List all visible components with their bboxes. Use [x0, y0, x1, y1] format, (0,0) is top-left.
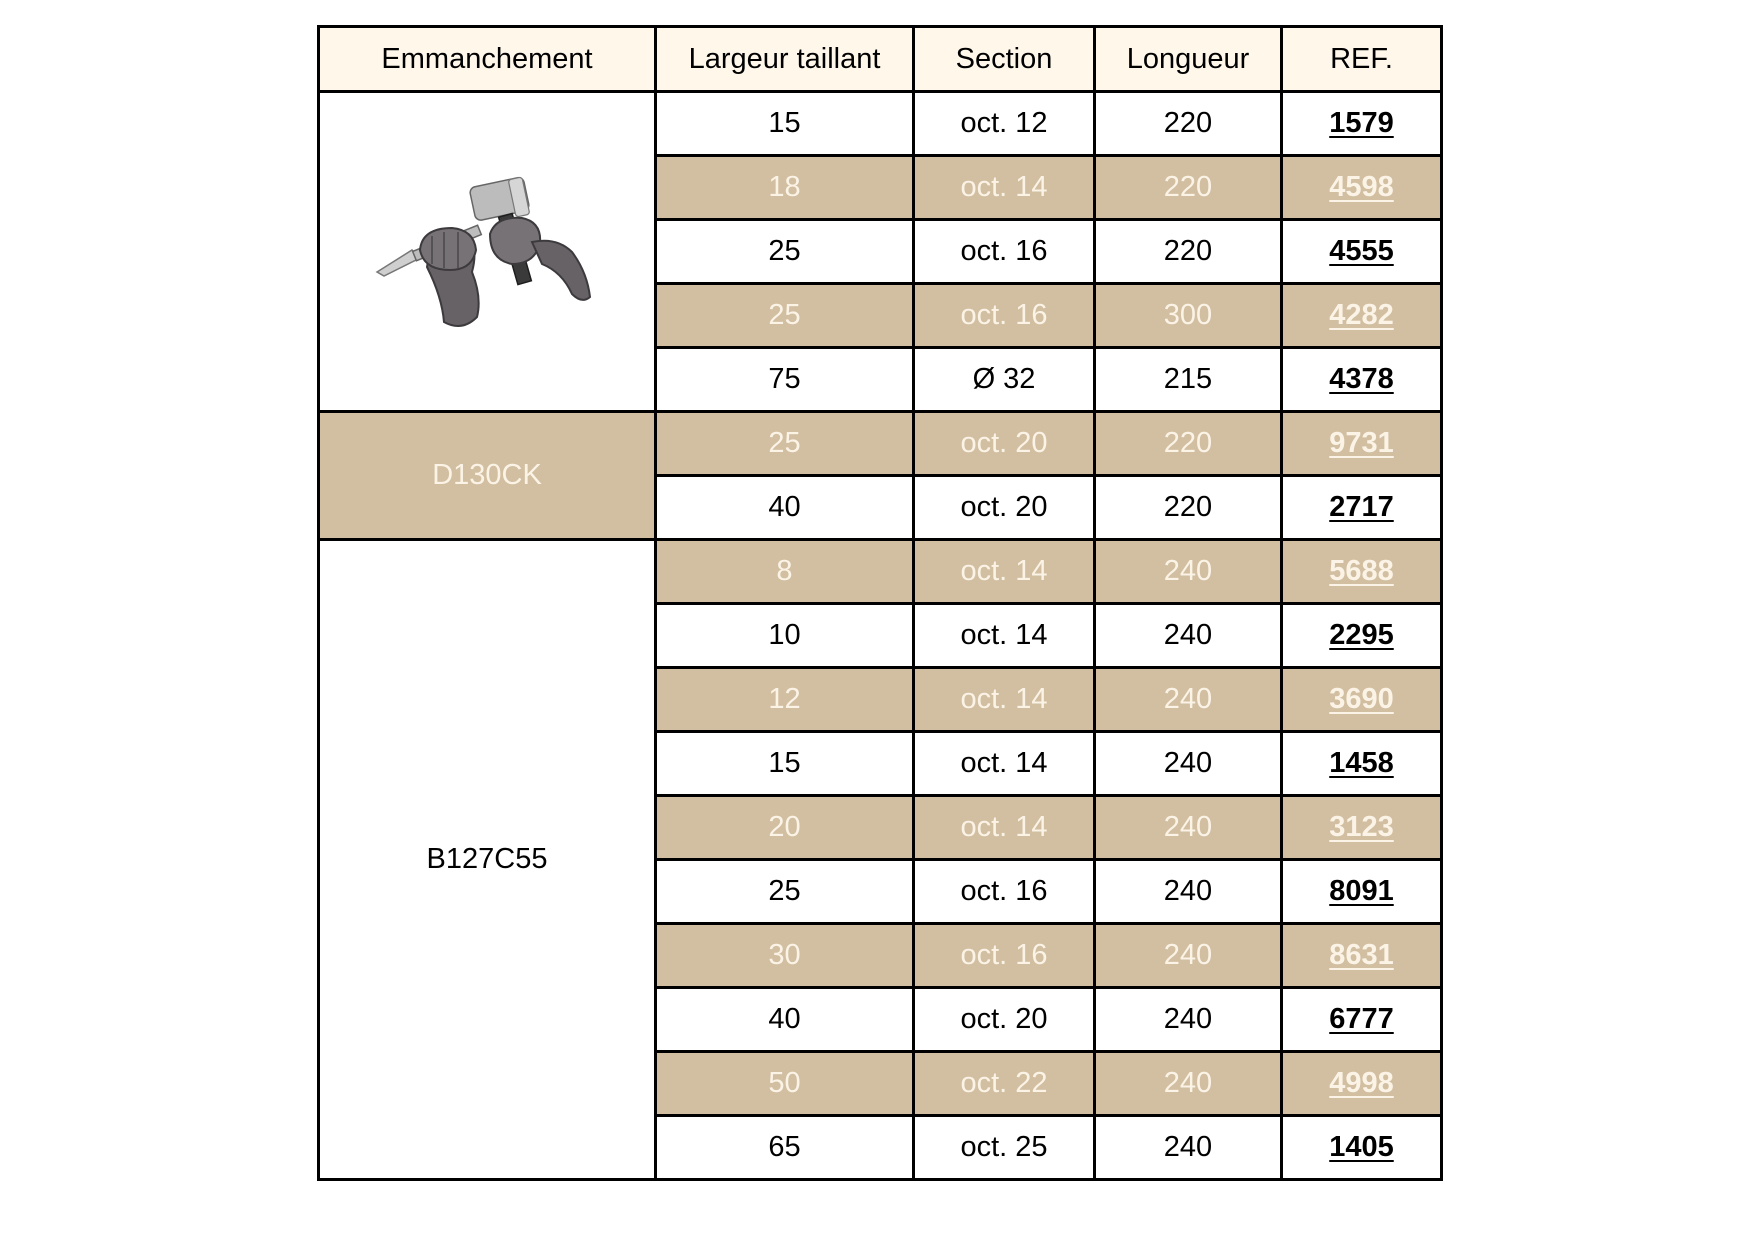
cell-largeur: 12: [656, 668, 914, 732]
cell-largeur: 40: [656, 988, 914, 1052]
cell-largeur: 15: [656, 92, 914, 156]
ref-link[interactable]: 2717: [1329, 491, 1394, 523]
cell-longueur: 220: [1095, 156, 1282, 220]
cell-largeur: 20: [656, 796, 914, 860]
cell-largeur: 50: [656, 1052, 914, 1116]
cell-section: oct. 20: [914, 476, 1095, 540]
cell-ref: [1282, 540, 1442, 604]
cell-section: oct. 16: [914, 860, 1095, 924]
cell-longueur: 240: [1095, 732, 1282, 796]
cell-longueur: 240: [1095, 860, 1282, 924]
header-emmanchement: Emmanchement: [319, 27, 656, 92]
cell-ref: [1282, 284, 1442, 348]
cell-ref: [1282, 988, 1442, 1052]
ref-link[interactable]: 6777: [1329, 1003, 1394, 1035]
ref-link[interactable]: 8091: [1329, 875, 1394, 907]
cell-largeur: 75: [656, 348, 914, 412]
ref-link[interactable]: 2295: [1329, 619, 1394, 651]
cell-section: oct. 12: [914, 92, 1095, 156]
cell-largeur: 25: [656, 860, 914, 924]
ref-link[interactable]: 4598: [1329, 171, 1394, 203]
cell-section: oct. 22: [914, 1052, 1095, 1116]
cell-longueur: 240: [1095, 988, 1282, 1052]
table-row: [319, 92, 1442, 156]
cell-section: oct. 14: [914, 796, 1095, 860]
cell-section: oct. 16: [914, 284, 1095, 348]
header-largeur-taillant: Largeur taillant: [656, 27, 914, 92]
cell-largeur: 30: [656, 924, 914, 988]
cell-ref: [1282, 924, 1442, 988]
cell-largeur: 40: [656, 476, 914, 540]
ref-link[interactable]: 1405: [1329, 1131, 1394, 1163]
cell-longueur: 240: [1095, 924, 1282, 988]
cell-ref: [1282, 156, 1442, 220]
cell-section: oct. 14: [914, 540, 1095, 604]
group-illustration-cell: [319, 92, 656, 412]
cell-section: oct. 14: [914, 156, 1095, 220]
cell-section: oct. 14: [914, 668, 1095, 732]
cell-section: oct. 14: [914, 732, 1095, 796]
ref-link[interactable]: 5688: [1329, 555, 1394, 587]
cell-ref: [1282, 348, 1442, 412]
cell-longueur: 300: [1095, 284, 1282, 348]
ref-link[interactable]: 3123: [1329, 811, 1394, 843]
cell-longueur: 240: [1095, 1052, 1282, 1116]
cell-longueur: 220: [1095, 476, 1282, 540]
cell-ref: [1282, 476, 1442, 540]
group-label-b127c55: B127C55: [319, 540, 656, 1180]
cell-ref: [1282, 92, 1442, 156]
hands-chisel-hammer-icon: [372, 172, 602, 332]
cell-longueur: 240: [1095, 540, 1282, 604]
cell-ref: [1282, 668, 1442, 732]
cell-longueur: 240: [1095, 1116, 1282, 1180]
cell-largeur: 25: [656, 284, 914, 348]
cell-largeur: 18: [656, 156, 914, 220]
cell-section: oct. 25: [914, 1116, 1095, 1180]
cell-longueur: 240: [1095, 604, 1282, 668]
ref-link[interactable]: 4555: [1329, 235, 1394, 267]
group-label-d130ck: D130CK: [319, 412, 656, 540]
cell-ref: [1282, 1116, 1442, 1180]
cell-section: oct. 16: [914, 924, 1095, 988]
cell-largeur: 65: [656, 1116, 914, 1180]
table-row: [319, 412, 1442, 476]
cell-ref: [1282, 796, 1442, 860]
cell-ref: [1282, 604, 1442, 668]
cell-largeur: 25: [656, 220, 914, 284]
ref-link[interactable]: 1458: [1329, 747, 1394, 779]
cell-ref: [1282, 412, 1442, 476]
cell-longueur: 240: [1095, 796, 1282, 860]
header-ref: REF.: [1282, 27, 1442, 92]
cell-ref: [1282, 732, 1442, 796]
cell-section: oct. 14: [914, 604, 1095, 668]
ref-link[interactable]: 4998: [1329, 1067, 1394, 1099]
cell-longueur: 215: [1095, 348, 1282, 412]
cell-longueur: 220: [1095, 220, 1282, 284]
ref-link[interactable]: 9731: [1329, 427, 1394, 459]
cell-ref: [1282, 220, 1442, 284]
cell-longueur: 220: [1095, 412, 1282, 476]
cell-largeur: 25: [656, 412, 914, 476]
table-row: [319, 540, 1442, 604]
ref-link[interactable]: 4282: [1329, 299, 1394, 331]
header-longueur: Longueur: [1095, 27, 1282, 92]
cell-section: oct. 20: [914, 412, 1095, 476]
cell-largeur: 10: [656, 604, 914, 668]
product-reference-table: [317, 25, 1443, 1181]
cell-largeur: 8: [656, 540, 914, 604]
ref-link[interactable]: 1579: [1329, 107, 1394, 139]
ref-link[interactable]: 4378: [1329, 363, 1394, 395]
cell-section: Ø 32: [914, 348, 1095, 412]
ref-link[interactable]: 3690: [1329, 683, 1394, 715]
cell-ref: [1282, 1052, 1442, 1116]
cell-section: oct. 16: [914, 220, 1095, 284]
cell-section: oct. 20: [914, 988, 1095, 1052]
cell-ref: [1282, 860, 1442, 924]
cell-largeur: 15: [656, 732, 914, 796]
cell-longueur: 220: [1095, 92, 1282, 156]
header-section: Section: [914, 27, 1095, 92]
ref-link[interactable]: 8631: [1329, 939, 1394, 971]
table-header-row: [319, 27, 1442, 92]
cell-longueur: 240: [1095, 668, 1282, 732]
